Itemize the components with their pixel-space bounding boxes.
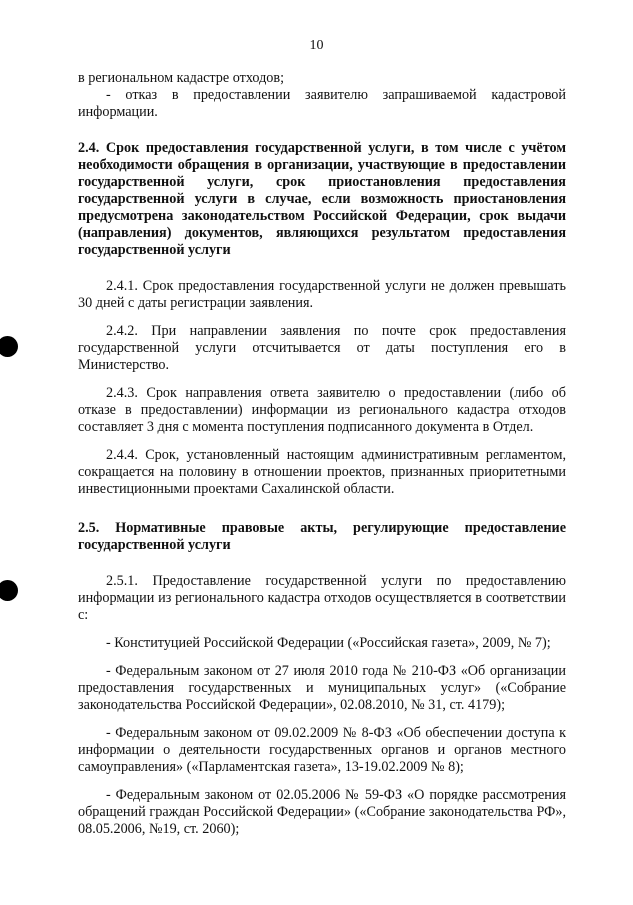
list-item-law-8: - Федеральным законом от 09.02.2009 № 8-ФЗ «Об обеспечении доступа к информации о деятельности государственных органов и органов местного самоуправления» («Парламентская газета», 13-19.02.2009 № 8); xyxy=(78,725,566,775)
punch-hole-bottom xyxy=(0,580,18,601)
paragraph-refusal: - отказ в предоставлении заявителю запрашиваемой кадастровой информации. xyxy=(78,87,566,120)
list-item-law-210: - Федеральным законом от 27 июля 2010 года № 210-ФЗ «Об организации предоставления государственных и муниципальных услуг» («Собрание законодательства Российской Федерации», 02.08.2010, № 31, ст. 4179); xyxy=(78,663,566,713)
paragraph-2-5-1: 2.5.1. Предоставление государственной услуги по предоставлению информации из регионального кадастра отходов осуществляется в соответствии с: xyxy=(78,573,566,623)
list-item-law-59: - Федеральным законом от 02.05.2006 № 59-ФЗ «О порядке рассмотрения обращений граждан Российской Федерации» («Собрание законодательства РФ», 08.05.2006, №19, ст. 2060); xyxy=(78,787,566,837)
paragraph-2-4-2: 2.4.2. При направлении заявления по почте срок предоставления государственной услуги отсчитывается от даты поступления его в Министерство. xyxy=(78,323,566,373)
paragraph-2-4-1: 2.4.1. Срок предоставления государственной услуги не должен превышать 30 дней с даты регистрации заявления. xyxy=(78,278,566,311)
paragraph-continuation: в региональном кадастре отходов; xyxy=(78,70,285,86)
page-number: 10 xyxy=(309,38,324,53)
punch-hole-top xyxy=(0,336,18,357)
paragraph-2-4-4: 2.4.4. Срок, установленный настоящим административным регламентом, сокращается на половину в отношении проектов, признанных приоритетными инвестиционными проектами Сахалинской области. xyxy=(78,447,566,497)
list-item-constitution: - Конституцией Российской Федерации («Российская газета», 2009, № 7); xyxy=(106,635,551,651)
paragraph-2-4-3: 2.4.3. Срок направления ответа заявителю о предоставлении (либо об отказе в предоставлении) информации из регионального кадастра отходов составляет 3 дня с момента поступления подписанного документа в Отдел. xyxy=(78,385,566,435)
section-heading-2-4: 2.4. Срок предоставления государственной услуги, в том числе с учётом необходимости обращения в организации, участвующие в предоставлении государственной услуги, срок приостановления предоставления государственной услуги в случае, если возможность приостановления предусмотрена законодательством Российской Федерации, срок выдачи (направления) документов, являющихся результатом предоставления государственной услуги xyxy=(78,140,566,258)
document-body xyxy=(78,70,566,838)
section-heading-2-5: 2.5. Нормативные правовые акты, регулирующие предоставление государственной услуги xyxy=(78,520,566,553)
